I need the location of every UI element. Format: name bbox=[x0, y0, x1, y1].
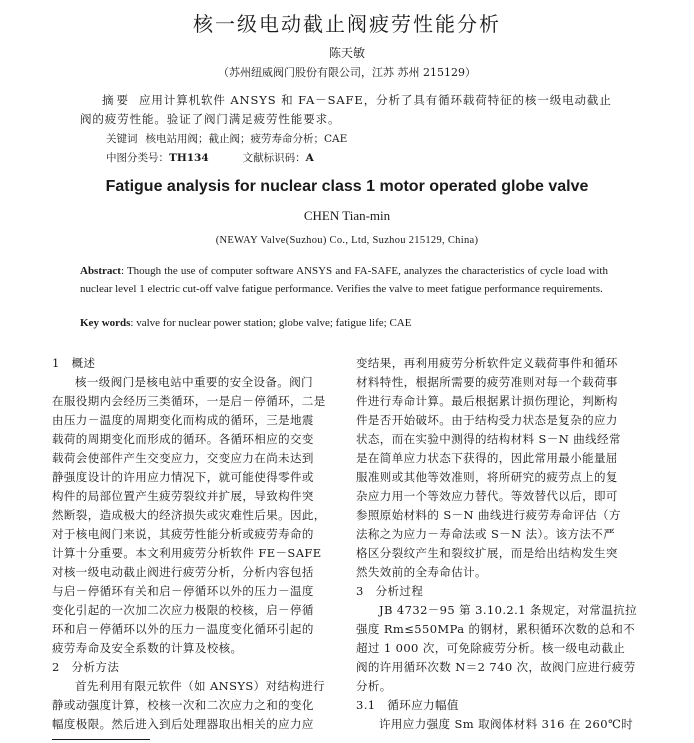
paragraph-line: 对核一级电动截止阀进行疲劳分析，分析内容包括 bbox=[52, 565, 314, 579]
cn-abstract-text: 应用计算机软件 ANSYS 和 FA－SAFE，分析了具有循环载荷特征的核一级电动截止阀的疲劳性能。验证了阀门满足疲劳性能要求。 bbox=[80, 93, 612, 126]
paragraph-line: 幅度极限。然后进入到后处理器取出相关的应力应 bbox=[52, 717, 314, 731]
paragraph-line: 状态，而在实验中测得的结构材料 S－N 曲线经常 bbox=[356, 432, 621, 446]
en-abstract-text: : Though the use of computer software ANSYS and FA-SAFE, analyzes the characteristics of cycle load with nuclear level 1 electric cut-off valve fatigue performance. Verifies the valve to meet fatigue performance requirements. bbox=[80, 265, 608, 295]
paragraph-line: 超过 1 000 次，可免除疲劳分析。核一级电动截止 bbox=[356, 641, 626, 655]
cn-abstract-label: 摘要 bbox=[102, 93, 131, 107]
paragraph-line: 服准则或其他等效准则，将所研究的疲劳点上的复 bbox=[356, 470, 618, 484]
en-keywords-text: : valve for nuclear power station; globe valve; fatigue life; CAE bbox=[130, 317, 412, 329]
paragraph-line: 变结果，再利用疲劳分析软件定义载荷事件和循环 bbox=[356, 356, 618, 370]
body-right-column bbox=[356, 354, 638, 734]
paragraph-line: 载荷的周期变化而形成的循环。各循环相应的交变 bbox=[52, 432, 314, 446]
paragraph-line: 在服役期内会经历三类循环，一是启－停循环，二是 bbox=[52, 394, 326, 408]
paragraph-line: 首先利用有限元软件（如 ANSYS）对结构进行 bbox=[75, 679, 326, 693]
paragraph-line: 是在简单应力状态下获得的，因此常用最小能量屈 bbox=[356, 451, 618, 465]
body-left-column bbox=[52, 354, 334, 734]
en-abstract bbox=[80, 262, 608, 298]
paragraph-line: 强度 Rm≤550MPa 的钢材，累积循环次数的总和不 bbox=[356, 622, 636, 636]
section-heading-process: 3 分析过程 bbox=[356, 584, 424, 598]
paragraph-line: 对于核电阀门来说，其疲劳性能分析或疲劳寿命的 bbox=[52, 527, 314, 541]
doc-value: A bbox=[305, 152, 314, 164]
paragraph-line: 法称之为应力－寿命法或 S－N 法）。该方法不严 bbox=[356, 527, 616, 541]
paragraph-line: 然失效前的全寿命估计。 bbox=[356, 565, 487, 579]
paragraph-line: 件进行寿命计算。最后根据累计损伤理论，判断构 bbox=[356, 394, 618, 408]
paragraph-line: 材料特性，根据所需要的疲劳准则对每一个载荷事 bbox=[356, 375, 618, 389]
paragraph-line: 静或动强度计算，校核一次和二次应力之和的变化 bbox=[52, 698, 314, 712]
cn-keywords bbox=[106, 131, 347, 146]
paragraph-line: 静强度设计的许用应力情况下，就可能使得零件或 bbox=[52, 470, 314, 484]
cn-abstract bbox=[80, 91, 620, 129]
en-title: Fatigue analysis for nuclear class 1 motor operated globe valve bbox=[105, 178, 589, 195]
section-heading-method: 2 分析方法 bbox=[52, 660, 120, 674]
cn-keywords-label: 关键词 bbox=[106, 133, 138, 145]
paragraph-line: JB 4732－95 第 3.10.2.1 条规定，对常温抗拉 bbox=[379, 603, 638, 617]
en-author: CHEN Tian-min bbox=[303, 208, 391, 223]
en-affiliation: (NEWAY Valve(Suzhou) Co., Ltd, Suzhou 215129, China) bbox=[215, 235, 479, 246]
doc-label: 文献标识码： bbox=[242, 152, 306, 164]
cn-keywords-text: 核电站用阀；截止阀；疲劳寿命分析；CAE bbox=[145, 133, 348, 145]
paragraph-line: 格区分裂纹产生和裂纹扩展，而是给出结构发生突 bbox=[356, 546, 618, 560]
paragraph-line: 载荷会使部件产生交变应力，交变应力在尚未达到 bbox=[52, 451, 314, 465]
paragraph-line: 环和启－停循环以外的压力－温度变化循环引起的 bbox=[52, 622, 314, 636]
paragraph-line: 计算十分重要。本文利用疲劳分析软件 FE－SAFE bbox=[52, 546, 322, 560]
paragraph-line: 然断裂，造成极大的经济损失或灾难性后果。因此， bbox=[52, 508, 326, 522]
paragraph-line: 疲劳寿命及安全系数的计算及校核。 bbox=[52, 641, 243, 655]
en-abstract-label: Abstract bbox=[80, 265, 121, 277]
paragraph-line: 变化引起的一次加二次应力极限的校核，启－停循 bbox=[52, 603, 314, 617]
section-heading-overview: 1 概述 bbox=[52, 356, 96, 370]
footnote-rule bbox=[52, 739, 150, 740]
paragraph-line: 阀的许用循环次数 N＝2 740 次，故阀门应进行疲劳 bbox=[356, 660, 636, 674]
subsection-heading-stress: 3.1 循环应力幅值 bbox=[356, 698, 459, 712]
paragraph-line: 杂应力用一个等效应力替代。等效替代以后，即可 bbox=[356, 489, 618, 503]
cn-author: 陈天敏 bbox=[328, 46, 365, 60]
cn-title: 核一级电动截止阀疲劳性能分析 bbox=[193, 12, 501, 36]
paragraph-line: 核一级阀门是核电站中重要的安全设备。阀门 bbox=[75, 375, 313, 389]
paragraph-line: 参照原始材料的 S－N 曲线进行疲劳寿命评估（方 bbox=[356, 508, 621, 522]
paragraph-line: 分析。 bbox=[356, 679, 392, 693]
paragraph-line: 件是否开始破坏。由于结构受力状态是复杂的应力 bbox=[356, 413, 618, 427]
class-label: 中图分类号： bbox=[106, 152, 169, 164]
paragraph-line: 构件的局部位置产生疲劳裂纹并扩展，导致构件突 bbox=[52, 489, 314, 503]
paragraph-line: 由压力－温度的周期变化而构成的循环，三是地震 bbox=[52, 413, 314, 427]
paragraph-line: 与启－停循环有关和启－停循环以外的压力－温度 bbox=[52, 584, 314, 598]
class-value: TH134 bbox=[169, 152, 209, 164]
en-keywords-label: Key words bbox=[80, 317, 131, 329]
paragraph-line: 许用应力强度 Sm 取阀体材料 316 在 260℃时 bbox=[379, 717, 634, 731]
en-keywords bbox=[80, 317, 411, 329]
cn-affiliation: （苏州纽威阀门股份有限公司，江苏 苏州 215129） bbox=[218, 66, 476, 79]
cn-classification bbox=[106, 150, 314, 165]
